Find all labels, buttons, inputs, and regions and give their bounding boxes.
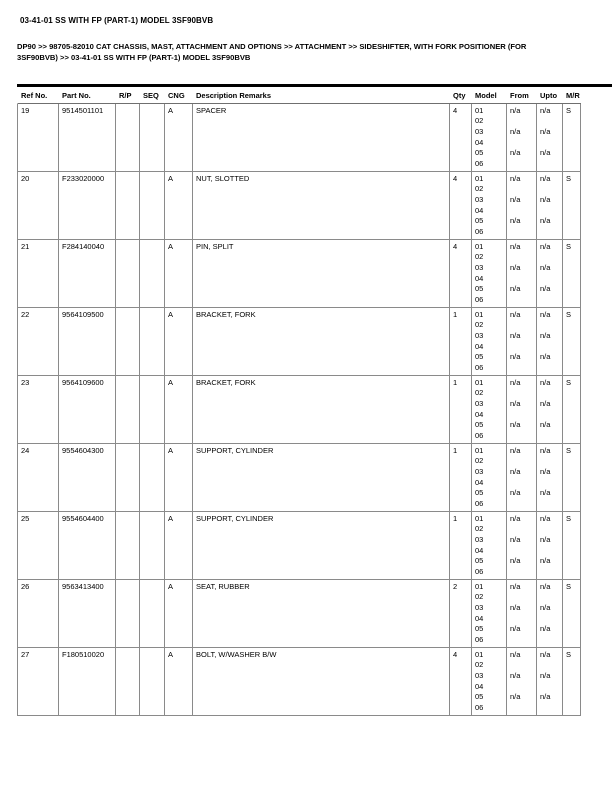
table-row [17,240,581,308]
from-value: n/a [510,398,521,408]
from-value: n/a [510,216,521,226]
upto-value [540,703,559,714]
cell-ref-no: 22 [18,308,59,375]
cell-from [507,172,537,239]
model-value: 06 [475,430,484,440]
upto-value: n/a [540,649,551,659]
upto-value [540,184,559,195]
from-value [510,592,533,603]
cell-from [507,104,537,171]
cell-from [507,376,537,443]
column-header: SEQ [143,90,159,100]
model-value: 05 [475,488,484,498]
cell-rp [116,308,140,375]
cell-model [472,648,507,715]
table-row [17,648,581,716]
from-value [510,410,533,421]
breadcrumb: DP90 >> 98705-82010 CAT CHASSIS, MAST, ATTACHMENT AND OPTIONS >> ATTACHMENT >> SIDESHIFTER, WITH FORK POSITIONER (FOR 3SF90BVB) >> 03-41-01 SS WITH FP (PART-1) MODEL 3SF90BVB [17,42,527,62]
cell-part-no: 9554604400 [59,512,116,579]
model-value: 03 [475,330,484,340]
cell-rp [116,648,140,715]
upto-value: n/a [540,262,551,272]
cell-part-no: F180510020 [59,648,116,715]
cell-cng: A [165,104,193,171]
page-title: 03-41-01 SS WITH FP (PART-1) MODEL 3SF90BVB [20,16,214,25]
cell-cng: A [165,580,193,647]
model-value: 05 [475,148,484,158]
column-header: Description Remarks [196,90,272,100]
model-value: 03 [475,126,484,136]
model-value: 05 [475,352,484,362]
upto-value [540,363,559,374]
column-header: Ref No. [21,90,48,100]
column-header: Upto [540,90,558,100]
from-value: n/a [510,262,521,272]
upto-value: n/a [540,488,551,498]
upto-value [540,410,559,421]
upto-value: n/a [540,330,551,340]
cell-ref-no: 25 [18,512,59,579]
model-value: 05 [475,420,484,430]
cell-cng: A [165,444,193,511]
model-value: 03 [475,398,484,408]
cell-from [507,240,537,307]
from-value [510,320,533,331]
model-value: 02 [475,524,484,534]
cell-seq [140,172,165,239]
model-value: 05 [475,556,484,566]
from-value [510,635,533,646]
upto-value: n/a [540,670,551,680]
model-value: 02 [475,320,484,330]
cell-mr: S [563,172,581,239]
model-value: 04 [475,273,484,283]
cell-part-no: 9514501101 [59,104,116,171]
column-header: Part No. [62,90,91,100]
cell-seq [140,648,165,715]
model-value: 04 [475,205,484,215]
model-value: 01 [475,649,484,659]
cell-qty: 1 [450,512,472,579]
cell-cng: A [165,512,193,579]
upto-value [540,252,559,263]
model-value: 06 [475,498,484,508]
upto-value: n/a [540,126,551,136]
cell-qty: 4 [450,240,472,307]
from-value: n/a [510,377,521,387]
model-value: 04 [475,341,484,351]
upto-value: n/a [540,624,551,634]
from-value [510,342,533,353]
table-row [17,580,581,648]
upto-value [540,274,559,285]
cell-seq [140,104,165,171]
upto-value: n/a [540,581,551,591]
cell-qty: 1 [450,376,472,443]
cell-rp [116,444,140,511]
model-value: 01 [475,377,484,387]
cell-ref-no: 20 [18,172,59,239]
cell-rp [116,240,140,307]
from-value: n/a [510,173,521,183]
cell-rp [116,512,140,579]
cell-description: BRACKET, FORK [193,308,450,375]
upto-value: n/a [540,105,551,115]
cell-rp [116,580,140,647]
cell-model [472,444,507,511]
upto-value [540,660,559,671]
cell-upto [537,648,563,715]
cell-model [472,240,507,307]
cell-mr: S [563,444,581,511]
model-value: 04 [475,477,484,487]
cell-model [472,308,507,375]
cell-from [507,308,537,375]
model-value: 03 [475,194,484,204]
table-row [17,308,581,376]
upto-value: n/a [540,148,551,158]
model-value: 06 [475,702,484,712]
model-value: 01 [475,241,484,251]
from-value: n/a [510,692,521,702]
upto-value: n/a [540,284,551,294]
model-value: 02 [475,388,484,398]
cell-rp [116,376,140,443]
cell-description: BRACKET, FORK [193,376,450,443]
model-value: 02 [475,184,484,194]
model-value: 04 [475,681,484,691]
cell-qty: 1 [450,308,472,375]
from-value [510,138,533,149]
cell-qty: 4 [450,104,472,171]
model-value: 03 [475,670,484,680]
upto-value [540,614,559,625]
cell-ref-no: 24 [18,444,59,511]
upto-value [540,227,559,238]
cell-ref-no: 27 [18,648,59,715]
model-value: 02 [475,456,484,466]
upto-value [540,388,559,399]
upto-value [540,682,559,693]
from-value: n/a [510,330,521,340]
parts-table [17,87,581,716]
model-value: 03 [475,262,484,272]
cell-seq [140,444,165,511]
from-value: n/a [510,556,521,566]
column-header: M/R [566,90,580,100]
upto-value [540,546,559,557]
cell-upto [537,240,563,307]
from-value: n/a [510,649,521,659]
cell-ref-no: 23 [18,376,59,443]
cell-upto [537,104,563,171]
from-value [510,388,533,399]
cell-model [472,376,507,443]
cell-part-no: 9554604300 [59,444,116,511]
upto-value: n/a [540,445,551,455]
upto-value [540,592,559,603]
from-value: n/a [510,126,521,136]
from-value: n/a [510,352,521,362]
cell-model [472,580,507,647]
column-header: Model [475,90,497,100]
column-header: From [510,90,529,100]
cell-upto [537,172,563,239]
from-value [510,227,533,238]
upto-value [540,499,559,510]
cell-model [472,512,507,579]
cell-description: NUT, SLOTTED [193,172,450,239]
cell-qty: 4 [450,172,472,239]
from-value [510,614,533,625]
cell-description: PIN, SPLIT [193,240,450,307]
model-value: 06 [475,634,484,644]
cell-upto [537,376,563,443]
upto-value: n/a [540,602,551,612]
from-value [510,567,533,578]
cell-seq [140,308,165,375]
cell-mr: S [563,104,581,171]
model-value: 01 [475,173,484,183]
upto-value: n/a [540,216,551,226]
upto-value [540,342,559,353]
cell-rp [116,172,140,239]
cell-seq [140,376,165,443]
model-value: 03 [475,466,484,476]
from-value [510,478,533,489]
upto-value: n/a [540,534,551,544]
upto-value: n/a [540,692,551,702]
from-value [510,456,533,467]
cell-description: BOLT, W/WASHER B/W [193,648,450,715]
from-value: n/a [510,466,521,476]
cell-part-no: 9564109500 [59,308,116,375]
cell-cng: A [165,376,193,443]
from-value: n/a [510,309,521,319]
cell-qty: 4 [450,648,472,715]
cell-description: SPACER [193,104,450,171]
model-value: 05 [475,216,484,226]
model-value: 06 [475,566,484,576]
model-value: 05 [475,284,484,294]
upto-value: n/a [540,398,551,408]
from-value: n/a [510,534,521,544]
upto-value: n/a [540,513,551,523]
from-value: n/a [510,581,521,591]
from-value: n/a [510,602,521,612]
cell-seq [140,580,165,647]
upto-value: n/a [540,173,551,183]
upto-value [540,478,559,489]
table-header-row [17,87,581,104]
model-value: 06 [475,294,484,304]
cell-upto [537,444,563,511]
cell-mr: S [563,308,581,375]
model-value: 01 [475,581,484,591]
from-value: n/a [510,670,521,680]
model-value: 06 [475,158,484,168]
from-value [510,431,533,442]
model-value: 06 [475,362,484,372]
from-value [510,524,533,535]
model-value: 04 [475,137,484,147]
column-header: R/P [119,90,132,100]
table-row [17,512,581,580]
model-value: 01 [475,445,484,455]
cell-ref-no: 26 [18,580,59,647]
cell-upto [537,308,563,375]
from-value [510,295,533,306]
table-row [17,104,581,172]
cell-model [472,104,507,171]
from-value: n/a [510,420,521,430]
model-value: 02 [475,660,484,670]
cell-part-no: 9564109600 [59,376,116,443]
column-header: Qty [453,90,466,100]
upto-value [540,116,559,127]
model-value: 01 [475,105,484,115]
model-value: 05 [475,624,484,634]
upto-value: n/a [540,377,551,387]
upto-value: n/a [540,466,551,476]
cell-from [507,580,537,647]
upto-value [540,524,559,535]
model-value: 04 [475,545,484,555]
cell-part-no: 9563413400 [59,580,116,647]
cell-from [507,512,537,579]
upto-value: n/a [540,420,551,430]
cell-seq [140,240,165,307]
from-value [510,660,533,671]
upto-value: n/a [540,194,551,204]
upto-value [540,206,559,217]
from-value: n/a [510,488,521,498]
cell-seq [140,512,165,579]
upto-value [540,635,559,646]
model-value: 04 [475,409,484,419]
cell-mr: S [563,376,581,443]
model-value: 02 [475,252,484,262]
cell-mr: S [563,512,581,579]
cell-mr: S [563,580,581,647]
cell-part-no: F284140040 [59,240,116,307]
table-row [17,172,581,240]
upto-value: n/a [540,241,551,251]
upto-value [540,456,559,467]
cell-upto [537,580,563,647]
model-value: 02 [475,116,484,126]
upto-value: n/a [540,352,551,362]
upto-value: n/a [540,309,551,319]
model-value: 04 [475,613,484,623]
from-value: n/a [510,445,521,455]
cell-model [472,172,507,239]
from-value [510,363,533,374]
model-value: 01 [475,513,484,523]
from-value [510,159,533,170]
from-value [510,682,533,693]
upto-value [540,320,559,331]
cell-qty: 1 [450,444,472,511]
from-value [510,184,533,195]
upto-value [540,431,559,442]
from-value: n/a [510,513,521,523]
cell-qty: 2 [450,580,472,647]
cell-from [507,444,537,511]
cell-from [507,648,537,715]
from-value [510,274,533,285]
from-value [510,546,533,557]
from-value: n/a [510,105,521,115]
cell-description: SUPPORT, CYLINDER [193,444,450,511]
model-value: 01 [475,309,484,319]
model-value: 06 [475,226,484,236]
cell-cng: A [165,172,193,239]
cell-mr: S [563,240,581,307]
from-value [510,206,533,217]
from-value: n/a [510,194,521,204]
from-value [510,252,533,263]
from-value: n/a [510,241,521,251]
table-row [17,444,581,512]
from-value: n/a [510,148,521,158]
table-body [17,104,581,716]
model-value: 03 [475,534,484,544]
cell-description: SEAT, RUBBER [193,580,450,647]
cell-ref-no: 19 [18,104,59,171]
from-value: n/a [510,624,521,634]
upto-value [540,567,559,578]
upto-value [540,138,559,149]
upto-value [540,295,559,306]
cell-upto [537,512,563,579]
model-value: 05 [475,692,484,702]
upto-value [540,159,559,170]
cell-description: SUPPORT, CYLINDER [193,512,450,579]
cell-part-no: F233020000 [59,172,116,239]
model-value: 03 [475,602,484,612]
cell-cng: A [165,648,193,715]
upto-value: n/a [540,556,551,566]
column-header: CNG [168,90,185,100]
cell-mr: S [563,648,581,715]
cell-cng: A [165,240,193,307]
from-value: n/a [510,284,521,294]
from-value [510,499,533,510]
cell-rp [116,104,140,171]
from-value [510,116,533,127]
cell-cng: A [165,308,193,375]
table-row [17,376,581,444]
from-value [510,703,533,714]
model-value: 02 [475,592,484,602]
cell-ref-no: 21 [18,240,59,307]
